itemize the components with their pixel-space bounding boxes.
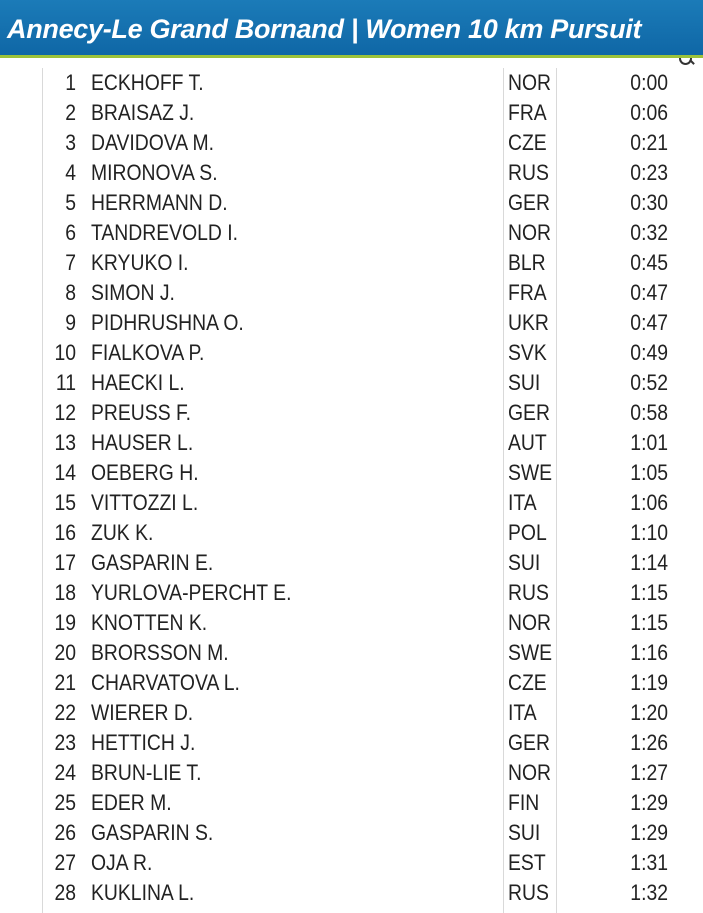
time-behind-cell: 1:31 [630,850,668,875]
header-bar [0,0,703,58]
time-behind-cell: 0:47 [630,280,668,305]
table-row [42,638,682,668]
nation-cell: FIN [508,790,540,815]
athlete-name-cell: SIMON J. [91,280,175,305]
nation-cell: NOR [508,70,552,95]
table-row [42,788,682,818]
table-row [42,278,682,308]
athlete-name-cell: YURLOVA-PERCHT E. [91,580,292,605]
rank-cell: 3 [65,130,76,155]
athlete-name-cell: WIERER D. [91,700,194,725]
table-row [42,878,682,908]
time-behind-cell: 1:32 [630,880,668,905]
time-behind-cell: 0:52 [630,370,668,395]
time-behind-cell: 1:10 [630,520,668,545]
athlete-name-cell: BRUN-LIE T. [91,760,202,785]
athlete-name-cell: MIRONOVA S. [91,160,218,185]
time-behind-cell: 1:20 [630,700,668,725]
table-row [42,98,682,128]
athlete-name-cell: ZUK K. [91,520,154,545]
nation-cell: NOR [508,760,552,785]
rank-cell: 28 [54,880,76,905]
rank-cell: 14 [54,460,76,485]
table-row [42,578,682,608]
time-behind-cell: 1:16 [630,640,668,665]
rank-cell: 1 [65,70,76,95]
nation-cell: BLR [508,250,546,275]
athlete-name-cell: BRAISAZ J. [91,100,195,125]
table-row [42,518,682,548]
athlete-name-cell: KUKLINA L. [91,880,195,905]
rank-cell: 8 [65,280,76,305]
athlete-name-cell: BRORSSON M. [91,640,229,665]
nation-cell: SUI [508,820,541,845]
table-row [42,668,682,698]
nation-cell: SUI [508,370,541,395]
time-behind-cell: 0:47 [630,310,668,335]
nation-cell: EST [508,850,546,875]
athlete-name-cell: HAUSER L. [91,430,194,455]
table-row [42,548,682,578]
table-row [42,368,682,398]
nation-cell: POL [508,520,547,545]
rank-cell: 11 [55,370,76,395]
rank-cell: 15 [54,490,76,515]
rank-cell: 26 [54,820,76,845]
time-behind-cell: 1:26 [630,730,668,755]
table-row [42,848,682,878]
nation-cell: RUS [508,160,549,185]
nation-cell: NOR [508,610,552,635]
athlete-name-cell: ECKHOFF T. [91,70,204,95]
page-title: Annecy-Le Grand Bornand | Women 10 km Pursuit [7,14,642,44]
rank-cell: 19 [54,610,76,635]
rank-cell: 9 [65,310,76,335]
nation-cell: CZE [508,130,547,155]
nation-cell: FRA [508,100,547,125]
time-behind-cell: 0:21 [630,130,668,155]
time-behind-cell: 0:06 [630,100,668,125]
nation-cell: SUI [508,550,541,575]
rank-cell: 23 [54,730,76,755]
rank-cell: 20 [54,640,76,665]
table-row [42,308,682,338]
table-row [42,338,682,368]
athlete-name-cell: VITTOZZI L. [91,490,199,515]
rank-cell: 7 [65,250,76,275]
rank-cell: 4 [65,160,76,185]
rank-cell: 5 [65,190,76,215]
rank-cell: 27 [54,850,76,875]
nation-cell: SVK [508,340,547,365]
nation-cell: AUT [508,430,547,455]
athlete-name-cell: PREUSS F. [91,400,192,425]
athlete-name-cell: OEBERG H. [91,460,199,485]
rank-cell: 16 [54,520,76,545]
nation-cell: CZE [508,670,547,695]
time-behind-cell: 0:00 [630,70,668,95]
nation-cell: FRA [508,280,547,305]
table-row [42,128,682,158]
table-row [42,608,682,638]
rank-cell: 17 [54,550,76,575]
rank-cell: 10 [54,340,76,365]
rank-cell: 22 [54,700,76,725]
results-table [42,68,682,908]
nation-cell: UKR [508,310,549,335]
time-behind-cell: 1:29 [630,790,668,815]
rank-cell: 12 [54,400,76,425]
time-behind-cell: 1:14 [630,550,668,575]
table-row [42,488,682,518]
time-behind-cell: 1:27 [630,760,668,785]
rank-cell: 25 [54,790,76,815]
nation-cell: SWE [508,460,553,485]
table-row [42,458,682,488]
athlete-name-cell: HERRMANN D. [91,190,228,215]
athlete-name-cell: CHARVATOVA L. [91,670,240,695]
nation-cell: GER [508,190,550,215]
time-behind-cell: 1:29 [630,820,668,845]
athlete-name-cell: FIALKOVA P. [91,340,205,365]
athlete-name-cell: PIDHRUSHNA O. [91,310,244,335]
athlete-name-cell: GASPARIN E. [91,550,214,575]
table-row [42,398,682,428]
time-behind-cell: 0:30 [630,190,668,215]
nation-cell: GER [508,730,550,755]
time-behind-cell: 1:15 [630,610,668,635]
table-row [42,158,682,188]
rank-cell: 18 [54,580,76,605]
time-behind-cell: 0:45 [630,250,668,275]
nation-cell: RUS [508,580,549,605]
athlete-name-cell: KRYUKO I. [91,250,189,275]
athlete-name-cell: EDER M. [91,790,172,815]
table-row [42,428,682,458]
rank-cell: 2 [65,100,76,125]
time-behind-cell: 1:15 [630,580,668,605]
search-icon[interactable] [677,58,695,68]
table-row [42,818,682,848]
time-behind-cell: 0:23 [630,160,668,185]
nation-cell: GER [508,400,550,425]
rank-cell: 21 [54,670,76,695]
nation-cell: NOR [508,220,552,245]
nation-cell: ITA [508,700,537,725]
time-behind-cell: 1:05 [630,460,668,485]
table-row [42,728,682,758]
time-behind-cell: 1:06 [630,490,668,515]
table-row [42,758,682,788]
athlete-name-cell: TANDREVOLD I. [91,220,239,245]
table-row [42,698,682,728]
table-row [42,188,682,218]
table-row [42,248,682,278]
athlete-name-cell: GASPARIN S. [91,820,214,845]
nation-cell: ITA [508,490,537,515]
nation-cell: SWE [508,640,553,665]
athlete-name-cell: HETTICH J. [91,730,196,755]
time-behind-cell: 0:58 [630,400,668,425]
athlete-name-cell: KNOTTEN K. [91,610,208,635]
rank-cell: 24 [54,760,76,785]
rank-cell: 13 [54,430,76,455]
athlete-name-cell: HAECKI L. [91,370,185,395]
time-behind-cell: 1:01 [630,430,668,455]
time-behind-cell: 1:19 [630,670,668,695]
time-behind-cell: 0:32 [630,220,668,245]
athlete-name-cell: OJA R. [91,850,153,875]
rank-cell: 6 [65,220,76,245]
athlete-name-cell: DAVIDOVA M. [91,130,215,155]
time-behind-cell: 0:49 [630,340,668,365]
table-row [42,68,682,98]
table-row [42,218,682,248]
nation-cell: RUS [508,880,549,905]
